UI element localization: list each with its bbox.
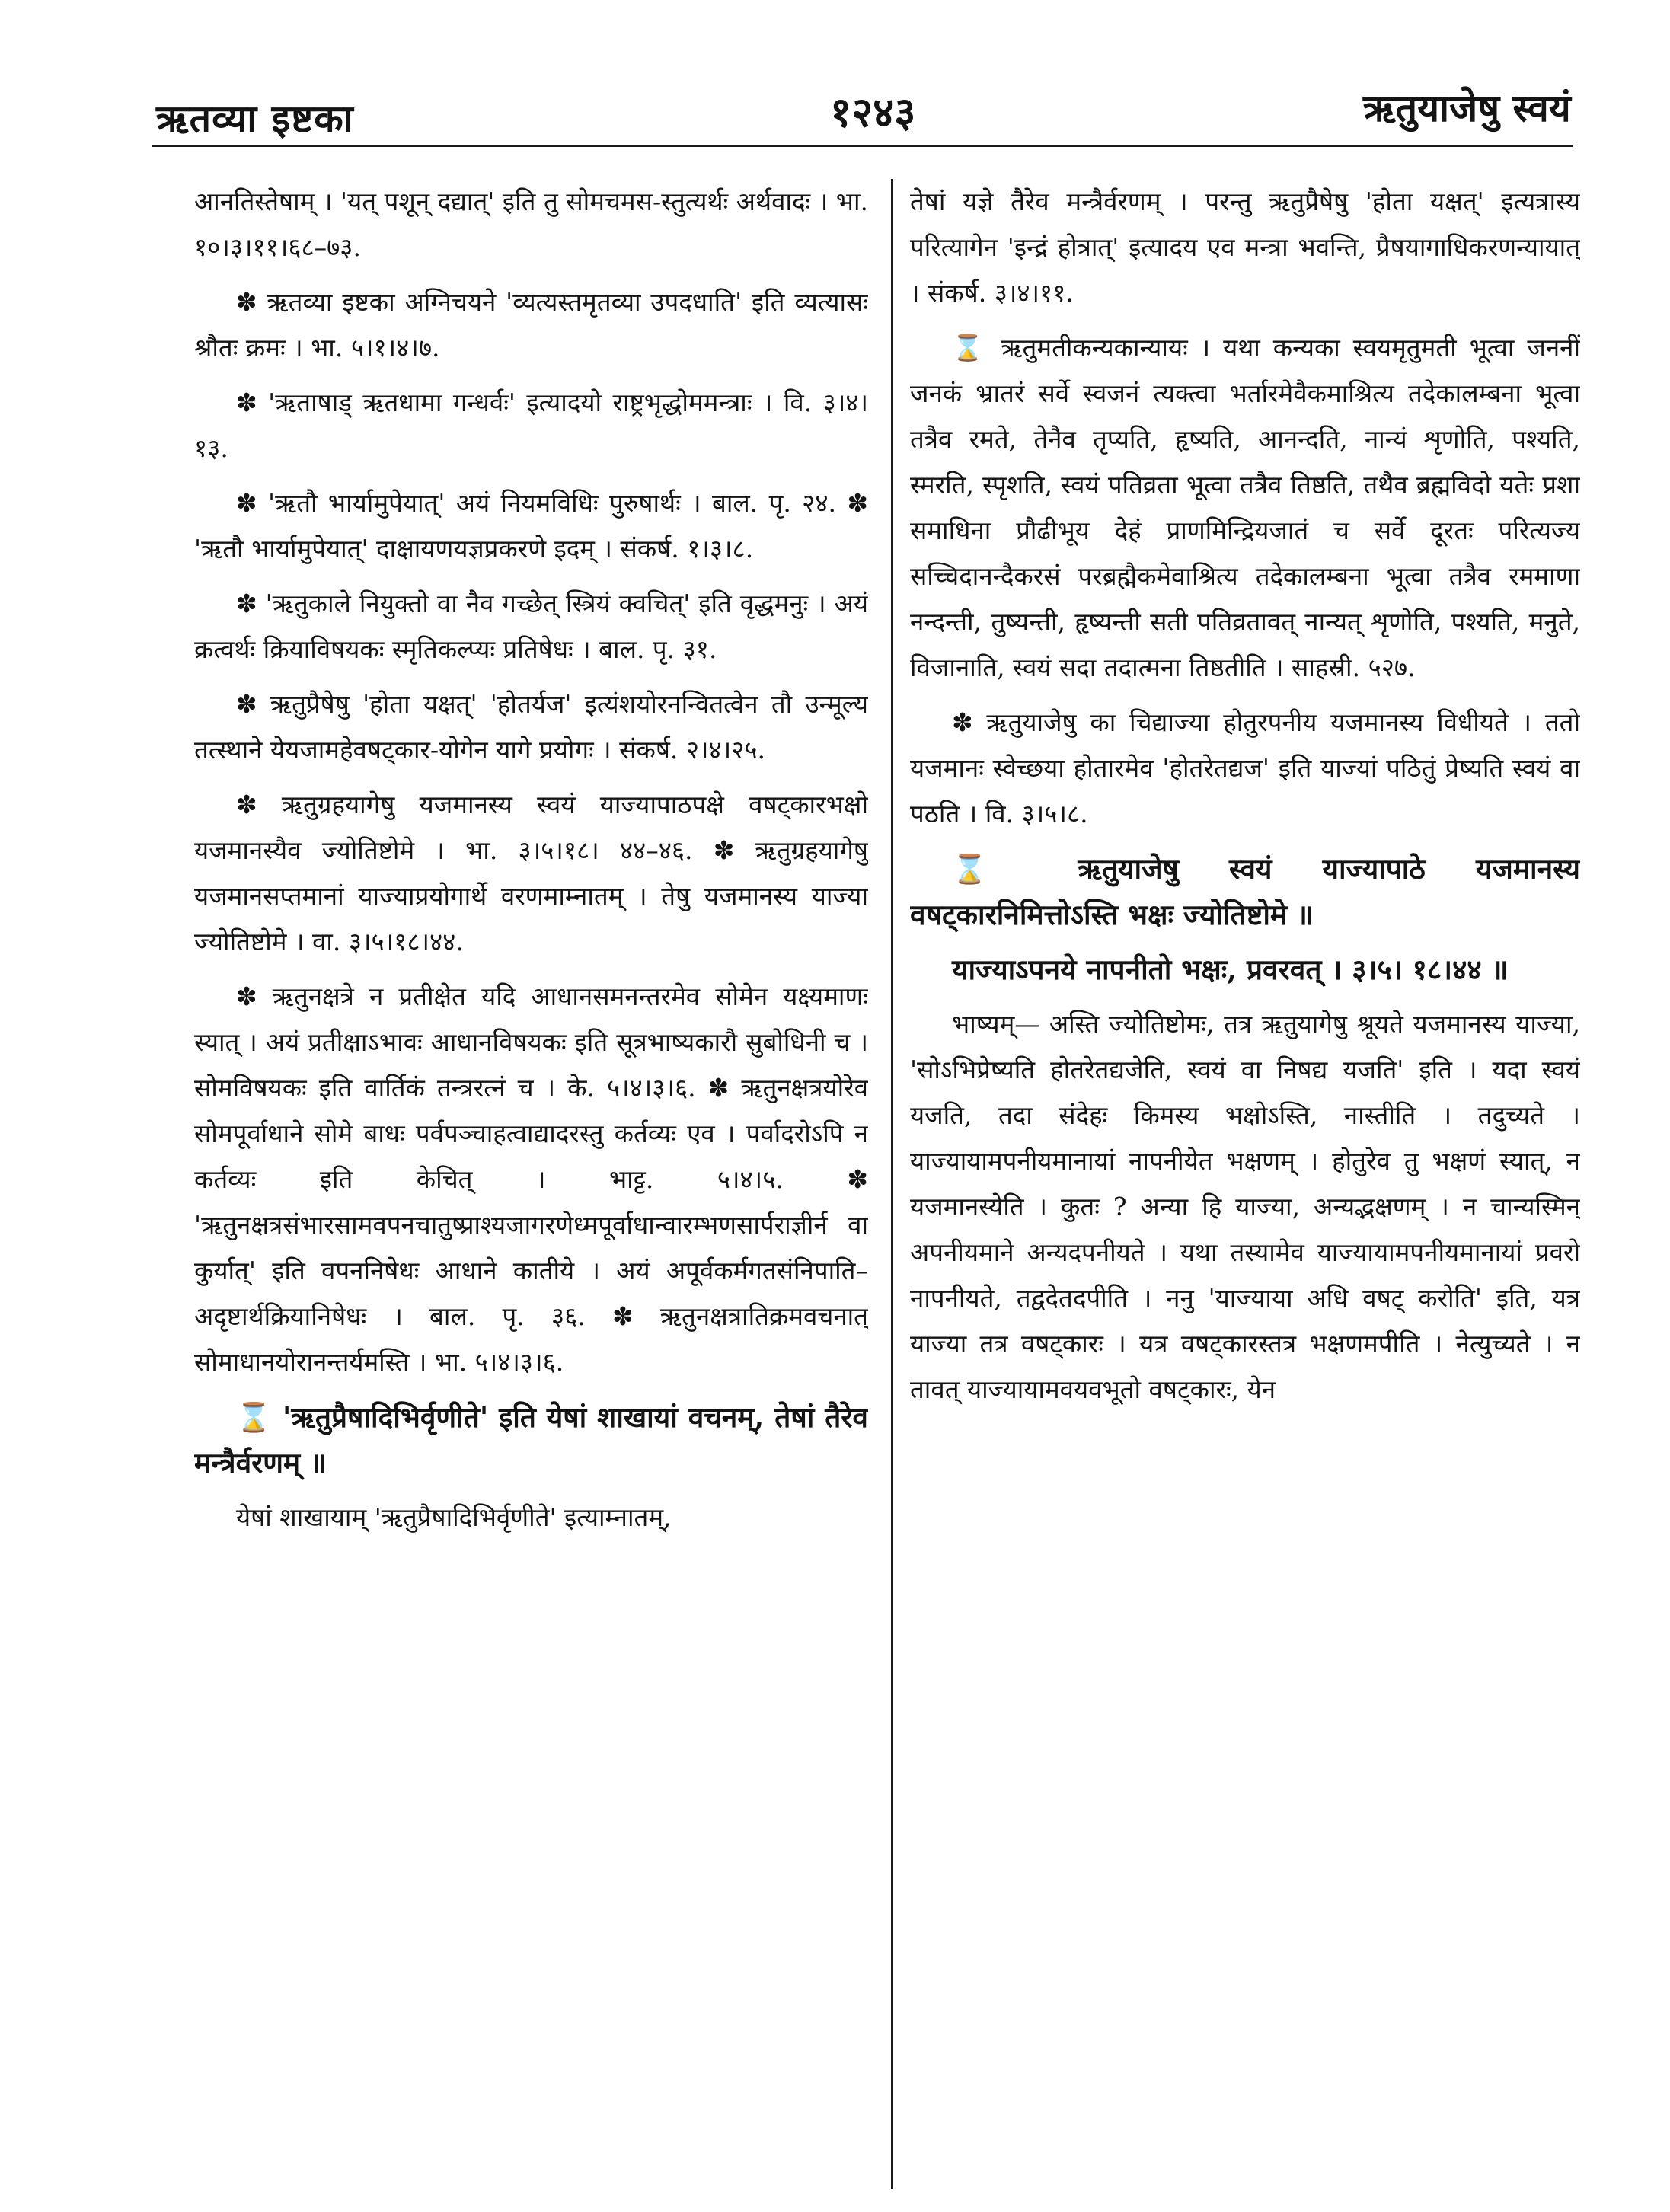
running-head-left: ऋतव्या इष्टका <box>156 96 354 141</box>
header-rule <box>152 145 1573 147</box>
right-column <box>910 179 1580 2189</box>
sutra-heading: ⌛ 'ऋतुप्रैषादिभिर्वृणीते' इति येषां शाखायां वचनम्, तेषां तैरेव मन्त्रैर्वरणम् ॥ <box>194 1400 868 1479</box>
entry-paragraph: आनतिस्तेषाम् । 'यत् पशून् दद्यात्' इति तु सोमचमस-स्तुत्यर्थः अर्थवादः । भा. १०।३।११।६८–७३. <box>194 187 868 262</box>
entry-paragraph: ⌛ ऋतुमतीकन्यकान्यायः । यथा कन्यका स्वयमृतुमती भूत्वा जननीं जनकं भ्रातरं सर्वे स्वजनं त्यक्त्वा भर्तारमेवैकमाश्रित्य तदेकालम्बना भूत्वा तत्रैव रमते, तेनैव तृप्यति, हृष्यति, आनन्दति, नान्यं शृणोति, पश्यति, स्मरति, स्पृशति, स्वयं पतिव्रता भूत्वा तत्रैव तिष्ठति, तथैव ब्रह्मविदो यतेः प्रशा समाधिना प्रौढीभूय देहं प्राणमिन्द्रियजातं च सर्वे दूरतः परित्यज्य सच्चिदानन्दैकरसं परब्रह्मैकमेवाश्रित्य तदेकालम्बना भूत्वा तत्रैव रममाणा नन्दन्ती, तुष्यन्ती, हृष्यन्ती सती पतिव्रतावत् नान्यत् शृणोति, पश्यति, मनुते, विजानाति, स्वयं सदा तदात्मना तिष्ठतीति । साहस्री. ५२७. <box>910 333 1580 682</box>
entry-paragraph: ✽ 'ऋतौ भार्यामुपेयात्' अयं नियमविधिः पुरुषार्थः । बाल. पृ. २४. ✽ 'ऋतौ भार्यामुपेयात्' दाक्षायणयज्ञप्रकरणे इदम् । संकर्ष. १।३।८. <box>194 488 868 563</box>
entry-paragraph: ✽ ऋतुनक्षत्रे न प्रतीक्षेत यदि आधानसमनन्तरमेव सोमेन यक्ष्यमाणः स्यात् । अयं प्रतीक्षाऽभावः आधानविषयकः इति सूत्रभाष्यकारौ सुबोधिनी च । सोमविषयकः इति वार्तिकं तन्त्ररत्नं च । के. ५।४।३।६. ✽ ऋतुनक्षत्रयोरेव सोमपूर्वाधाने सोमे बाधः पर्वपञ्चाहत्वाद्यादरस्तु कर्तव्यः एव । पर्वादरोऽपि न कर्तव्यः इति केचित् । भाट्ट. ५।४।५. ✽ 'ऋतुनक्षत्रसंभारसामवपनचातुष्प्राश्यजागरणेध्मपूर्वाधान्वारम्भणसार्पराज्ञीर्न वा कुर्यात्' इति वपननिषेधः आधाने कातीये । अयं अपूर्वकर्मगतसंनिपाति–अदृष्टार्थक्रियानिषेधः । बाल. पृ. ३६. ✽ ऋतुनक्षत्रातिक्रमवचनात् सोमाधानयोरानन्तर्यमस्ति । भा. ५।४।३।६. <box>194 982 868 1377</box>
entry-paragraph: ✽ 'ऋतुकाले नियुक्तो वा नैव गच्छेत् स्त्रियं क्वचित्' इति वृद्धमनुः । अयं क्रत्वर्थः क्रियाविषयकः स्मृतिकल्प्यः प्रतिषेधः । बाल. पृ. ३१. <box>194 589 868 664</box>
sutra-heading: ⌛ ऋतुयाजेषु स्वयं याज्यापाठे यजमानस्य वषट्कारनिमित्तोऽस्ति भक्षः ज्योतिष्टोमे ॥ <box>910 852 1580 931</box>
entry-paragraph: ✽ 'ऋताषाड् ऋतधामा गन्धर्वः' इत्यादयो राष्ट्रभृद्धोममन्त्राः । वि. ३।४।१३. <box>194 388 868 463</box>
entry-paragraph: ✽ ऋतुयाजेषु का चिद्याज्या होतुरपनीय यजमानस्य विधीयते । ततो यजमानः स्वेच्छया होतारमेव 'होतरेतद्यज' इति याज्यां पठितुं प्रेष्यति स्वयं वा पठति । वि. ३।५।८. <box>910 707 1580 828</box>
left-column <box>194 179 868 2189</box>
page-number: १२४३ <box>830 88 916 136</box>
entry-paragraph: ✽ ऋतुप्रैषेषु 'होता यक्षत्' 'होतर्यज' इत्यंशयोरनन्वितत्वेन तौ उन्मूल्य तत्स्थाने येयजामहेवषट्कार-योगेन यागे प्रयोगः । संकर्ष. २।४।२५. <box>194 689 868 764</box>
page-header <box>0 0 1670 152</box>
entry-paragraph: ✽ ऋतव्या इष्टका अग्निचयने 'व्यत्यस्तमृतव्या उपदधाति' इति व्यत्यासः श्रौतः क्रमः । भा. ५।१।४।७. <box>194 287 868 362</box>
running-head-right: ऋतुयाजेषु स्वयं <box>1363 85 1571 130</box>
bhashya-paragraph: भाष्यम्— अस्ति ज्योतिष्टोमः, तत्र ऋतुयागेषु श्रूयते यजमानस्य याज्या, 'सोऽभिप्रेष्यति होतरेतद्यजेति, स्वयं वा निषद्य यजति' इति । यदा स्वयं यजति, तदा संदेहः किमस्य भक्षोऽस्ति, नास्तीति । तदुच्यते । याज्यायामपनीयमानायां नापनीयेत भक्षणम् । होतुरेव तु भक्षणं स्यात्, न यजमानस्येति । कुतः ? अन्या हि याज्या, अन्यद्भक्षणम् । न चान्यस्मिन् अपनीयमाने अन्यदपनीयते । यथा तस्यामेव याज्यायामपनीयमानायां प्रवरो नापनीयते, तद्वदेतदपीति । ननु 'याज्याया अधि वषट् करोति' इति, यत्र याज्या तत्र वषट्कारः । यत्र वषट्कारस्तत्र भक्षणमपीति । नेत्युच्यते । न तावत् याज्यायामवयवभूतो वषट्कारः, येन <box>910 1009 1580 1404</box>
column-divider <box>891 179 893 2189</box>
entry-paragraph: येषां शाखायाम् 'ऋतुप्रैषादिभिर्वृणीते' इत्याम्नातम्, <box>236 1502 672 1532</box>
entry-paragraph: ✽ ऋतुग्रहयागेषु यजमानस्य स्वयं याज्यापाठपक्षे वषट्कारभक्षो यजमानस्यैव ज्योतिष्टोमे । भा. ३।५।१८। ४४–४६. ✽ ऋतुग्रहयागेषु यजमानसप्तमानां याज्याप्रयोगार्थे वरणमाम्नातम् । तेषु यजमानस्य याज्या ज्योतिष्टोमे । वा. ३।५।१८।४४. <box>194 790 868 956</box>
sutra-verse: याज्याऽपनये नापनीतो भक्षः, प्रवरवत् । ३।५। १८।४४ ॥ <box>952 953 1509 986</box>
entry-paragraph: तेषां यज्ञे तैरेव मन्त्रैर्वरणम् । परन्तु ऋतुप्रैषेषु 'होता यक्षत्' इत्यत्रास्य परित्यागेन 'इन्द्रं होत्रात्' इत्यादय एव मन्त्रा भवन्ति, प्रैषयागाधिकरणन्यायात् । संकर्ष. ३।४।११. <box>910 187 1580 308</box>
